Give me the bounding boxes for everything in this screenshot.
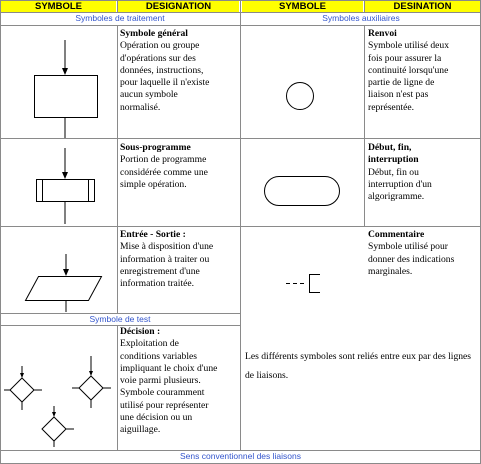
- connector-icon: [282, 80, 318, 116]
- grid-line: [240, 0, 241, 451]
- comment-icon: [283, 268, 333, 298]
- desc-decision: [120, 326, 239, 437]
- desc-title: Décision :: [120, 326, 161, 337]
- desc-line: Symbole utilisé pour: [368, 241, 448, 253]
- note-line: Les différents symboles sont reliés entre eux par: [245, 351, 431, 362]
- band-symboles-auxiliaires: Symboles auxiliaires: [322, 13, 400, 23]
- desc-title: Commentaire: [368, 229, 425, 240]
- desc-line: d'opérations sur des: [120, 52, 196, 64]
- desc-line: utilisé pour représenter: [120, 399, 209, 411]
- desc-line: fois pour assurer la: [368, 52, 442, 64]
- desc-line: algorigramme.: [368, 191, 425, 203]
- band-symbole-test: Symbole de test: [89, 314, 151, 324]
- desc-line: voie parmi plusieurs.: [120, 375, 201, 387]
- terminal-icon: [262, 174, 342, 210]
- desc-line: Opération ou groupe: [120, 40, 200, 52]
- header-symbole-left: SYMBOLE: [1, 1, 116, 12]
- desc-line: Exploitation de: [120, 338, 179, 350]
- desc-title: Entrée - Sortie :: [120, 229, 186, 240]
- desc-title: Sous-programme: [120, 142, 191, 153]
- process-icon: [20, 40, 110, 140]
- desc-commentaire: [368, 229, 478, 278]
- band-sens-liaisons: Sens conventionnel des liaisons: [180, 451, 301, 461]
- desc-title: Début, fin,: [368, 142, 412, 153]
- desc-line: enregistrement d'une: [120, 265, 200, 277]
- desc-line: Symbole utilisé deux: [368, 40, 450, 52]
- band-symboles-traitement: Symboles de traitement: [75, 13, 165, 23]
- desc-title: Symbole général: [120, 28, 188, 39]
- desc-line: aucun symbole: [120, 89, 178, 101]
- desc-line: aiguillage.: [120, 424, 161, 436]
- header-designation-right: DESINATION: [365, 1, 480, 12]
- grid-line: [117, 25, 118, 314]
- desc-line: Début, fin ou: [368, 166, 419, 178]
- desc-line: information traitée.: [120, 278, 195, 290]
- desc-line: information à traiter ou: [120, 253, 210, 265]
- desc-sous-programme: [120, 142, 239, 191]
- desc-title: interruption: [368, 154, 419, 166]
- desc-title: Renvoi: [368, 28, 397, 39]
- desc-line: marginales.: [368, 265, 413, 277]
- desc-line: Portion de programme: [120, 154, 207, 166]
- desc-symbole-general: [120, 28, 239, 114]
- desc-line: normalisé.: [120, 101, 161, 113]
- desc-line: pour laquelle il n'existe: [120, 77, 210, 89]
- desc-debut-fin: [368, 142, 478, 203]
- desc-line: considérée comme une: [120, 166, 208, 178]
- desc-line: une décision ou un: [120, 412, 193, 424]
- grid-line: [364, 0, 365, 13]
- header-designation-left: DESIGNATION: [118, 1, 239, 12]
- subprogram-icon: [20, 148, 110, 226]
- desc-line: continuité lorsqu'une: [368, 64, 449, 76]
- desc-line: simple opération.: [120, 178, 187, 190]
- desc-line: représentée.: [368, 101, 415, 113]
- desc-renvoi: [368, 28, 478, 114]
- desc-line: données, instructions,: [120, 64, 204, 76]
- desc-line: partie de ligne de: [368, 77, 435, 89]
- io-icon: [16, 254, 116, 314]
- grid-line: [364, 25, 365, 227]
- desc-line: Symbole couramment: [120, 387, 205, 399]
- desc-line: donner des indications: [368, 253, 455, 265]
- desc-line: conditions variables: [120, 350, 197, 362]
- desc-line: liaison n'est pas: [368, 89, 429, 101]
- grid-line: [0, 0, 1, 464]
- note-line: des lignes de liaisons.: [245, 351, 472, 381]
- liaisons-note: [245, 347, 479, 385]
- grid-line: [117, 0, 118, 13]
- desc-entree-sortie: [120, 229, 239, 290]
- desc-line: impliquant le choix d'une: [120, 362, 218, 374]
- desc-line: interruption d'un: [368, 178, 432, 190]
- decision-icon: [4, 344, 118, 448]
- desc-line: Mise à disposition d'une: [120, 241, 214, 253]
- header-symbole-right: SYMBOLE: [242, 1, 363, 12]
